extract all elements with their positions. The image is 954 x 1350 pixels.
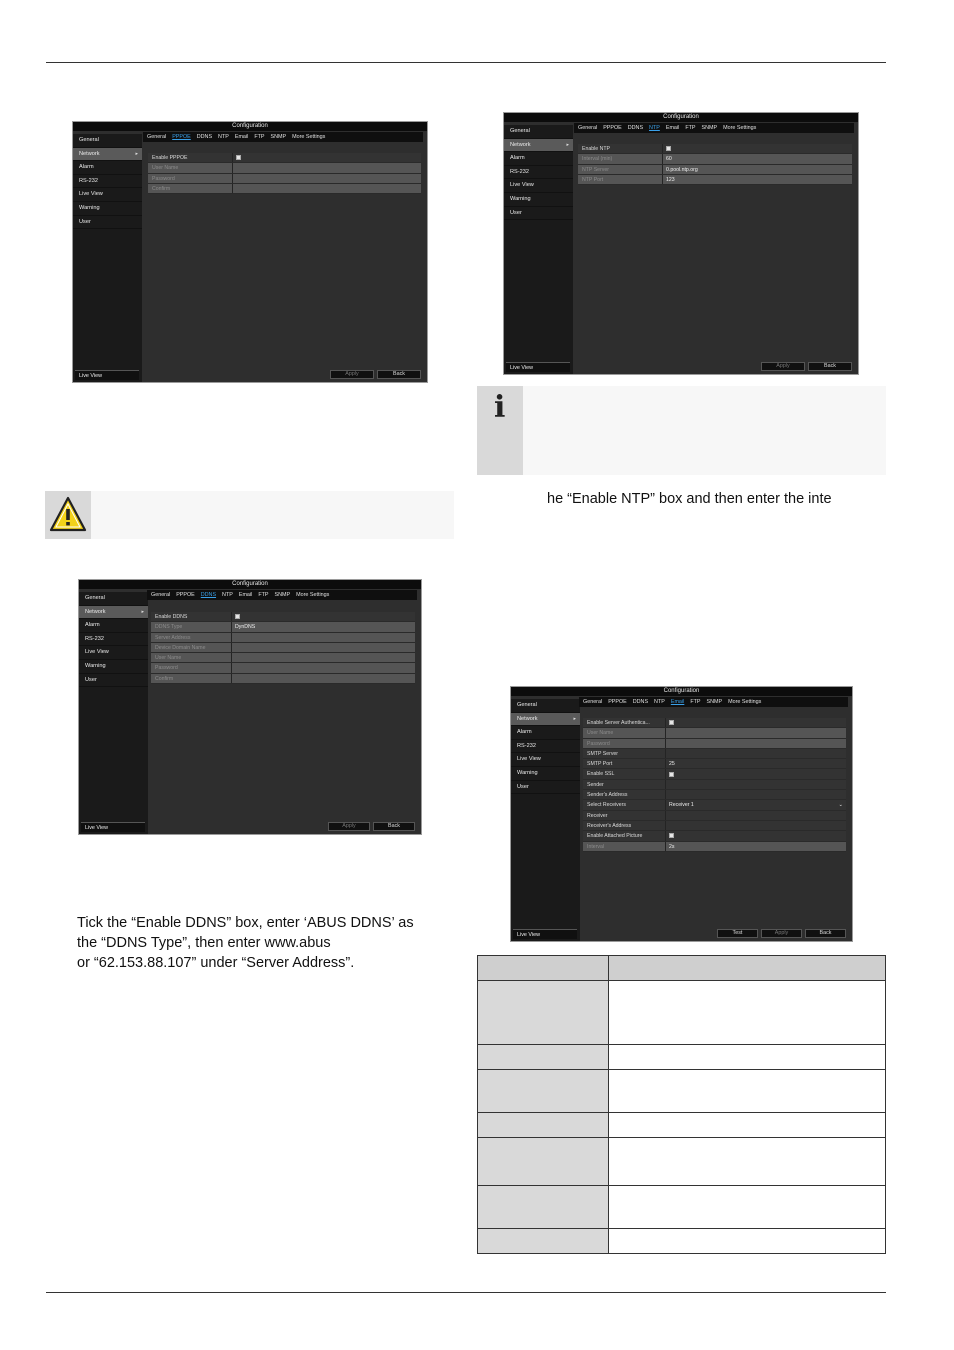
live-view-button[interactable]: Live View — [81, 822, 145, 832]
column-divider — [231, 633, 232, 642]
tab-email[interactable]: Email — [670, 699, 685, 705]
setting-label: User Name — [152, 165, 179, 172]
bottom-rule — [46, 1292, 886, 1293]
sidebar — [511, 699, 580, 941]
ddns-text-line-2: the “DDNS Type”, then enter www.abus — [77, 935, 331, 951]
sidebar-item-rs-232[interactable]: RS-232 — [511, 740, 580, 754]
setting-row — [583, 780, 846, 790]
table-header-row — [478, 956, 886, 981]
column-divider — [665, 811, 666, 820]
back-button[interactable]: Back — [805, 929, 846, 938]
setting-row — [578, 144, 852, 154]
tab-general[interactable]: General — [583, 699, 603, 705]
tab-snmp[interactable]: SNMP — [274, 592, 291, 598]
settings-grid — [148, 153, 421, 194]
setting-row — [583, 831, 846, 841]
screenshot-ddns-config — [78, 579, 422, 835]
tab-pppoe[interactable]: PPPOE — [172, 134, 191, 140]
setting-checkbox[interactable] — [235, 612, 240, 622]
back-button[interactable]: Back — [377, 370, 421, 379]
live-view-button[interactable]: Live View — [513, 929, 577, 939]
setting-checkbox[interactable] — [666, 144, 671, 154]
setting-row — [151, 674, 415, 684]
column-divider — [232, 174, 233, 183]
setting-row — [148, 153, 421, 163]
sidebar — [79, 592, 148, 834]
column-divider — [665, 842, 666, 851]
setting-label: NTP Server — [582, 166, 610, 173]
sidebar-item-warning[interactable]: Warning — [504, 193, 573, 207]
sidebar — [504, 125, 573, 374]
warning-triangle-icon — [48, 495, 88, 535]
sidebar-item-network[interactable]: Network ▸ — [73, 148, 142, 162]
setting-row — [151, 633, 415, 643]
setting-label: Confirm — [155, 675, 174, 682]
setting-label: Server Address — [155, 634, 191, 641]
tab-pppoe[interactable]: PPPOE — [608, 699, 627, 705]
tab-more-settings[interactable]: More Settings — [723, 125, 757, 131]
setting-label: Interval (min) — [582, 156, 613, 163]
tab-ftp[interactable]: FTP — [690, 699, 701, 705]
setting-row — [151, 622, 415, 632]
chevron-down-icon[interactable]: ⌄ — [838, 802, 843, 809]
setting-row — [583, 749, 846, 759]
setting-label: NTP Port — [582, 176, 604, 183]
setting-label: SMTP Port — [587, 761, 613, 768]
setting-row — [148, 174, 421, 184]
column-divider — [665, 800, 666, 809]
sidebar-item-alarm[interactable]: Alarm — [73, 161, 142, 175]
setting-value[interactable]: DynDNS — [235, 624, 256, 631]
setting-value[interactable]: 123 — [666, 176, 675, 183]
column-divider — [231, 612, 232, 621]
setting-label: Enable Attached Picture — [587, 833, 643, 840]
tab-general[interactable]: General — [147, 134, 167, 140]
setting-label: Enable Server Authentica... — [587, 720, 650, 726]
setting-value[interactable]: 60 — [666, 156, 672, 163]
table-row — [478, 1186, 886, 1229]
sidebar-item-general[interactable]: General — [504, 125, 573, 139]
setting-row — [583, 842, 846, 852]
apply-button[interactable]: Apply — [328, 822, 370, 831]
sidebar-item-general[interactable]: General — [511, 699, 580, 713]
ddns-text-line-3: or “62.153.88.107” under “Server Address”. — [77, 955, 355, 971]
column-divider — [665, 718, 666, 727]
setting-row — [148, 184, 421, 194]
setting-value[interactable]: Receiver 1 — [669, 802, 694, 809]
setting-row — [583, 739, 846, 749]
setting-label: Password — [155, 665, 178, 672]
tab-ftp[interactable]: FTP — [685, 125, 696, 131]
info-icon: i — [494, 390, 506, 425]
live-view-button[interactable]: Live View — [75, 370, 139, 380]
settings-table — [477, 955, 886, 1254]
column-divider — [665, 728, 666, 737]
setting-label: User Name — [587, 730, 614, 737]
column-divider — [665, 739, 666, 748]
column-divider — [665, 780, 666, 789]
setting-row — [151, 663, 415, 673]
tab-ftp[interactable]: FTP — [258, 592, 269, 598]
sidebar-item-live-view[interactable]: Live View — [79, 646, 148, 660]
tab-email[interactable]: Email — [238, 592, 253, 598]
sidebar-item-network[interactable]: Network ▸ — [504, 139, 573, 153]
tab-ntp[interactable]: NTP — [222, 592, 233, 598]
checkbox-icon[interactable] — [669, 833, 674, 838]
setting-value[interactable]: 25 — [669, 761, 675, 768]
checkbox-icon[interactable] — [669, 720, 674, 725]
sidebar-item-general[interactable]: General — [79, 592, 148, 606]
table-row — [478, 981, 886, 1045]
setting-label: Sender — [587, 781, 604, 788]
setting-label: Enable PPPOE — [152, 155, 188, 161]
setting-label: Select Receivers — [587, 802, 626, 809]
setting-value[interactable]: 0.pool.ntp.org — [666, 166, 698, 173]
column-divider — [231, 674, 232, 683]
tab-ddns[interactable]: DDNS — [200, 592, 217, 598]
ddns-instructions — [77, 913, 457, 973]
sidebar-item-user[interactable]: User — [79, 674, 148, 688]
warning-notice — [45, 491, 454, 539]
tab-email[interactable]: Email — [234, 134, 249, 140]
sidebar-item-network[interactable]: Network ▸ — [79, 606, 148, 620]
sidebar-item-rs-232[interactable]: RS-232 — [79, 633, 148, 647]
table-row — [478, 1138, 886, 1186]
sidebar-item-warning[interactable]: Warning — [79, 660, 148, 674]
sidebar-item-general[interactable]: General — [73, 134, 142, 148]
tab-snmp[interactable]: SNMP — [701, 125, 718, 131]
screenshot-pppoe-config — [72, 121, 428, 383]
setting-checkbox[interactable] — [236, 153, 241, 163]
tab-pppoe[interactable]: PPPOE — [176, 592, 195, 598]
tab-ddns[interactable]: DDNS — [632, 699, 649, 705]
setting-row — [583, 790, 846, 800]
screenshot-ntp-config — [503, 112, 859, 375]
setting-row — [583, 800, 846, 810]
sidebar-item-alarm[interactable]: Alarm — [511, 726, 580, 740]
tab-bar — [574, 123, 854, 133]
setting-row — [151, 612, 415, 622]
back-button[interactable]: Back — [808, 362, 852, 371]
column-divider — [662, 165, 663, 174]
setting-row — [578, 154, 852, 164]
sidebar-item-alarm[interactable]: Alarm — [504, 152, 573, 166]
column-divider — [665, 759, 666, 768]
setting-label: Receiver's Address — [587, 822, 632, 829]
ntp-instruction: he “Enable NTP” box and then enter the inte — [547, 491, 832, 507]
tab-general[interactable]: General — [578, 125, 598, 131]
sidebar-item-live-view[interactable]: Live View — [73, 188, 142, 202]
warning-icon-cell — [45, 491, 91, 539]
setting-row — [578, 165, 852, 175]
sidebar-item-live-view[interactable]: Live View — [504, 179, 573, 193]
setting-label: DDNS Type — [155, 624, 183, 631]
tab-bar — [147, 590, 417, 600]
tab-bar — [143, 132, 423, 142]
sidebar-item-rs-232[interactable]: RS-232 — [504, 166, 573, 180]
setting-label: Enable DDNS — [155, 614, 188, 620]
tab-bar — [579, 697, 848, 707]
column-divider — [231, 663, 232, 672]
sidebar-item-alarm[interactable]: Alarm — [79, 619, 148, 633]
info-notice — [477, 386, 886, 475]
checkbox-icon[interactable] — [235, 614, 240, 619]
sidebar-item-warning[interactable]: Warning — [511, 767, 580, 781]
live-view-button[interactable]: Live View — [506, 362, 570, 372]
window-title: Configuration — [511, 687, 852, 696]
test-button[interactable]: Test — [717, 929, 758, 938]
sidebar-item-warning[interactable]: Warning — [73, 202, 142, 216]
table-row — [478, 1229, 886, 1254]
window-title: Configuration — [504, 113, 858, 122]
column-divider — [665, 769, 666, 778]
column-divider — [231, 622, 232, 631]
column-divider — [662, 154, 663, 163]
setting-label: Enable SSL — [587, 771, 615, 778]
setting-label: Receiver — [587, 812, 608, 819]
setting-label: User Name — [155, 655, 182, 662]
setting-label: Device Domain Name — [155, 644, 206, 651]
tab-pppoe[interactable]: PPPOE — [603, 125, 622, 131]
setting-row — [583, 759, 846, 769]
column-divider — [232, 163, 233, 172]
setting-row — [583, 718, 846, 728]
tab-ftp[interactable]: FTP — [254, 134, 265, 140]
setting-row — [151, 653, 415, 663]
checkbox-icon[interactable] — [669, 772, 674, 777]
sidebar-item-user[interactable]: User — [73, 216, 142, 230]
setting-row — [583, 811, 846, 821]
apply-button[interactable]: Apply — [330, 370, 374, 379]
sidebar-item-user[interactable]: User — [504, 207, 573, 221]
setting-row — [583, 728, 846, 738]
column-divider — [665, 831, 666, 840]
table-row — [478, 1113, 886, 1138]
tab-general[interactable]: General — [151, 592, 171, 598]
tab-ddns[interactable]: DDNS — [627, 125, 644, 131]
screenshot-email-config — [510, 686, 853, 942]
tab-email[interactable]: Email — [665, 125, 680, 131]
setting-label: Password — [587, 740, 610, 747]
column-divider — [232, 153, 233, 162]
tab-more-settings[interactable]: More Settings — [292, 134, 326, 140]
window-title: Configuration — [73, 122, 427, 131]
window-title: Configuration — [79, 580, 421, 589]
tab-ntp[interactable]: NTP — [649, 125, 660, 131]
column-divider — [665, 790, 666, 799]
setting-label: Interval — [587, 843, 605, 850]
apply-button[interactable]: Apply — [761, 929, 802, 938]
settings-grid — [151, 612, 415, 684]
column-divider — [665, 749, 666, 758]
sidebar-item-rs-232[interactable]: RS-232 — [73, 175, 142, 189]
setting-label: Password — [152, 175, 175, 182]
settings-grid — [583, 718, 846, 852]
setting-row — [583, 769, 846, 779]
sidebar-item-live-view[interactable]: Live View — [511, 753, 580, 767]
setting-value[interactable]: 2s — [669, 843, 675, 850]
column-divider — [231, 643, 232, 652]
column-divider — [231, 653, 232, 662]
setting-label: SMTP Server — [587, 750, 619, 757]
checkbox-icon[interactable] — [666, 146, 671, 151]
setting-row — [578, 175, 852, 185]
column-divider — [665, 821, 666, 830]
setting-label: Confirm — [152, 185, 171, 192]
top-rule — [46, 62, 886, 63]
info-icon-cell — [477, 386, 523, 475]
setting-row — [151, 643, 415, 653]
setting-checkbox[interactable] — [669, 718, 674, 728]
tab-snmp[interactable]: SNMP — [706, 699, 723, 705]
column-divider — [232, 184, 233, 193]
settings-grid — [578, 144, 852, 185]
setting-checkbox[interactable] — [669, 831, 674, 841]
tab-ddns[interactable]: DDNS — [196, 134, 213, 140]
ddns-text-line-1: Tick the “Enable DDNS” box, enter ‘ABUS DDNS’ as — [77, 915, 414, 931]
table-row — [478, 1045, 886, 1070]
setting-row — [148, 163, 421, 173]
checkbox-icon[interactable] — [236, 155, 241, 160]
tab-snmp[interactable]: SNMP — [270, 134, 287, 140]
setting-label: Sender's Address — [587, 792, 628, 799]
sidebar — [73, 134, 142, 382]
tab-more-settings[interactable]: More Settings — [296, 592, 330, 598]
tab-ntp[interactable]: NTP — [654, 699, 665, 705]
setting-row — [583, 821, 846, 831]
table-row — [478, 1070, 886, 1113]
column-divider — [662, 144, 663, 153]
setting-checkbox[interactable] — [669, 769, 674, 779]
sidebar-item-user[interactable]: User — [511, 781, 580, 795]
tab-more-settings[interactable]: More Settings — [728, 699, 762, 705]
sidebar-item-network[interactable]: Network ▸ — [511, 713, 580, 727]
apply-button[interactable]: Apply — [761, 362, 805, 371]
column-divider — [662, 175, 663, 184]
setting-label: Enable NTP — [582, 146, 610, 152]
tab-ntp[interactable]: NTP — [218, 134, 229, 140]
back-button[interactable]: Back — [373, 822, 415, 831]
